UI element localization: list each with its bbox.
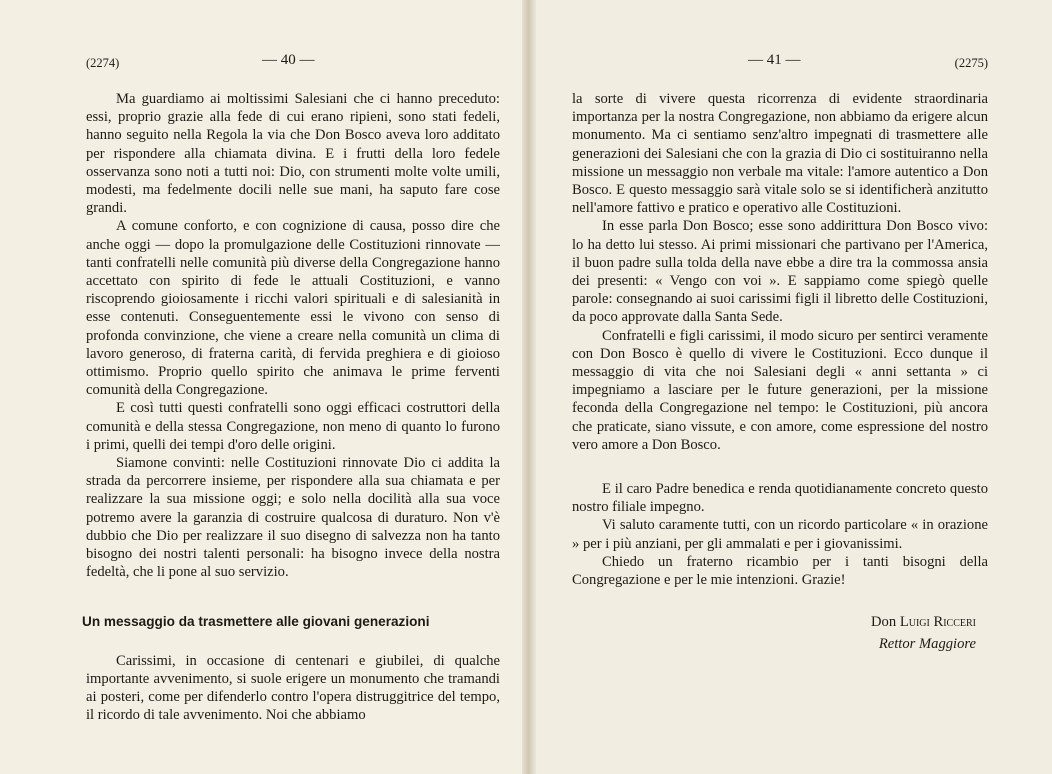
- left-page-body: [82, 90, 500, 725]
- left-page-number: — 40 —: [262, 52, 315, 68]
- paragraph: In esse parla Don Bosco; esse sono addirittura Don Bosco vivo: lo ha detto lui stesso. Ai primi missionari che partivano per l'America, il buon padre sulla tolda della nave ebbe a dire tra la commossa ansia dei presenti: « Vengo con voi ». E sappiamo come spiegò quelle parole: consegnando ai suoi carissimi figli il libretto delle Costituzioni, da poco approvate dalla Santa Sede.: [572, 218, 988, 326]
- paragraph: Ma guardiamo ai moltissimi Salesiani che ci hanno preceduto: essi, proprio grazie alla fede di cui erano ripieni, sono stati fedeli, hanno seguito nella Regola la via che Don Bosco aveva loro additato per rispondere alla chiamata divina. E i frutti della loro fedele osservanza sono noti a tutti noi: Dio, con strumenti molte volte umili, modesti, ma fedelmente docili nelle sue mani, ha saputo fare cose grandi.: [86, 91, 500, 217]
- right-page-number: — 41 —: [748, 52, 801, 68]
- right-page-header: [572, 52, 988, 74]
- left-page-reference-number: (2274): [86, 56, 120, 70]
- paragraph: Confratelli e figli carissimi, il modo sicuro per sentirci veramente con Don Bosco è quello di vivere le Costituzioni. Ecco dunque il messaggio di vita che noi Salesiani degli « anni settanta » ci impegniamo a lasciare per le future generazioni, per la missione feconda della Congregazione nel tempo: le Costituzioni, più ancora che praticate, siano vissute, e con amore, come espressione del nostro vero amore a Don Bosco.: [572, 327, 988, 453]
- signature-block: [572, 611, 988, 655]
- signature-title: Rettor Maggiore: [878, 636, 976, 653]
- paragraph: E così tutti questi confratelli sono oggi efficaci costruttori della comunità e della stessa Congregazione, non meno di quanto lo furono i primi, quelli dei tempi d'oro delle origini.: [86, 400, 500, 453]
- section-heading: Un messaggio da trasmettere alle giovani generazioni: [82, 614, 430, 630]
- right-page-reference-number: (2275): [954, 56, 988, 70]
- paragraph-continuation: la sorte di vivere questa ricorrenza di evidente straordinaria importanza per la nostra Congregazione, non abbiamo da erigere alcun monumento. Ma ci sentiamo senz'altro impegnati di trasmettere alle generazioni dei Salesiani che con la grazia di Dio ci sostituiranno nella missione un messaggio non verbale ma vitale: l'amore autentico a Don Bosco. E questo messaggio sarà vitale solo se si identificherà anzitutto nell'amore fattivo e pratico e operativo alle Costituzioni.: [572, 91, 988, 217]
- paragraph: Siamone convinti: nelle Costituzioni rinnovate Dio ci addita la strada da percorrere insieme, per rispondere alla sua chiamata e per realizzare la sua missione oggi; e solo nella docilità alla sua voce potremo avere la garanzia di costruire qualcosa di duraturo. Non v'è dubbio che Dio per realizzare il suo disegno di salvezza non ha tanto bisogno dei nostri talenti personali: ha bisogno invece della nostra fedeltà, che li pone al suo servizio.: [86, 455, 500, 581]
- left-page-header: [86, 52, 500, 74]
- paragraph: A comune conforto, e con cognizione di causa, posso dire che anche oggi — dopo la promulgazione delle Costituzioni rinnovate — tanti confratelli nelle comunità più diverse della Congregazione hanno accettato con spirito di fede le attuali Costituzioni, e vanno riscoprendo gioiosamente i ricchi valori spirituali e di salesianità in esse contenuti. Conseguentemente essi le vivono con senso di profonda convinzione, che viene a creare nella comunità un clima di lavoro generoso, di fraterna carità, di fervida preghiera e di gioioso ottimismo. Proprio quello spirito che animava le prime ferventi comunità della Congregazione.: [86, 218, 500, 399]
- paragraph: Carissimi, in occasione di centenari e giubilei, di qualche importante avvenimento, si suole erigere un monumento che tramandi ai posteri, come per difenderlo contro l'opera distruggitrice del tempo, il ricordo di tale avvenimento. Noi che abbiamo: [86, 652, 500, 724]
- signature-name: [572, 611, 976, 633]
- paragraph-gap: [572, 454, 988, 480]
- paragraph: Chiedo un fraterno ricambio per i tanti bisogni della Congregazione e per le mie intenzioni. Grazie!: [572, 553, 988, 589]
- right-page-body: [572, 90, 988, 589]
- right-page: [528, 0, 1052, 774]
- signature-prefix: Don: [871, 614, 900, 631]
- paragraph: E il caro Padre benedica e renda quotidianamente concreto questo nostro filiale impegno.: [572, 481, 988, 516]
- paragraph: Vi saluto caramente tutti, con un ricordo particolare « in orazione » per i più anziani, per gli ammalati e per i giovanissimi.: [572, 517, 988, 552]
- book-gutter: [522, 0, 536, 774]
- signature-person: Luigi Ricceri: [899, 614, 976, 631]
